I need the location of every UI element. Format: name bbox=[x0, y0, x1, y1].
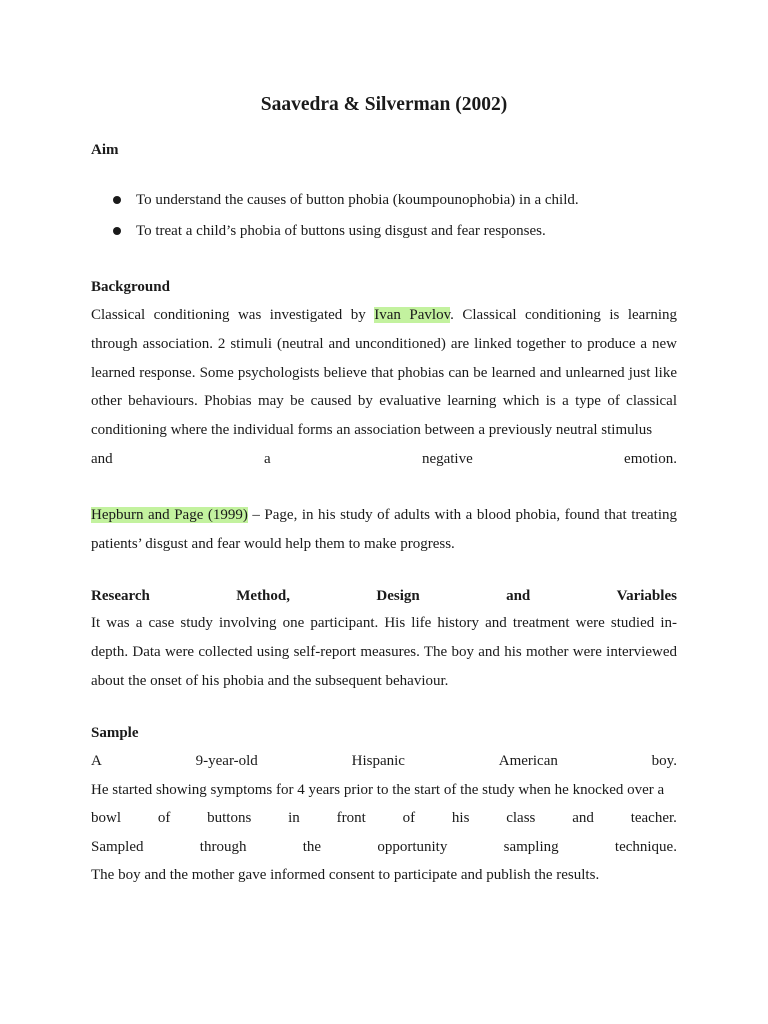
word: 9-year-old bbox=[195, 753, 258, 769]
background-last-line bbox=[91, 449, 677, 469]
word: bowl bbox=[91, 810, 121, 826]
word: boy. bbox=[651, 753, 677, 769]
word: of bbox=[157, 810, 171, 826]
document-title: Saavedra & Silverman (2002) bbox=[260, 94, 508, 115]
word: American bbox=[498, 753, 558, 769]
hepburn-paragraph bbox=[91, 501, 677, 559]
sample-line-5: The boy and the mother gave informed consent to participate and publish the results. bbox=[91, 867, 600, 883]
word: buttons bbox=[207, 810, 252, 826]
background-paragraph bbox=[91, 301, 677, 445]
background-heading: Background bbox=[91, 279, 170, 295]
sample-line-1 bbox=[91, 751, 677, 771]
bullet-icon bbox=[113, 227, 121, 235]
word: sampling bbox=[503, 839, 559, 855]
word: A bbox=[91, 753, 102, 769]
word: front bbox=[336, 810, 366, 826]
sample-heading: Sample bbox=[91, 725, 139, 741]
aim-heading: Aim bbox=[91, 142, 119, 158]
bullet-icon bbox=[113, 196, 121, 204]
word: and bbox=[91, 451, 113, 467]
aim-list-item bbox=[91, 190, 677, 210]
word: teacher. bbox=[630, 810, 677, 826]
aim-list bbox=[91, 190, 677, 252]
word: negative bbox=[421, 451, 473, 467]
word: and bbox=[572, 810, 594, 826]
word: in bbox=[288, 810, 300, 826]
sample-line-4 bbox=[91, 837, 677, 857]
background-text-start: Classical conditioning was investigated by bbox=[91, 307, 375, 323]
research-heading bbox=[91, 586, 677, 606]
word: Variables bbox=[616, 588, 677, 604]
word: Design bbox=[376, 588, 420, 604]
word: through bbox=[199, 839, 247, 855]
background-text-rest: . Classical conditioning is learning through association. 2 stimuli (neutral and unconditioned) are linked together to produce a new learned response. Some psychologists believe that phobias can be learned and unlearned just like other behaviours. Phobias may be caused by evaluative learning which is a type of classical conditioning where the individual forms an association between a previously neutral stimulus bbox=[91, 307, 677, 439]
aim-item-text: To understand the causes of button phobia (koumpounophobia) in a child. bbox=[136, 192, 579, 208]
word: Sampled bbox=[91, 839, 144, 855]
word: of bbox=[402, 810, 416, 826]
highlight-ivan-pavlov: Ivan Pavlov bbox=[374, 307, 451, 323]
word: the bbox=[302, 839, 322, 855]
word: opportunity bbox=[377, 839, 448, 855]
word: class bbox=[506, 810, 536, 826]
research-paragraph: It was a case study involving one participant. His life history and treatment were studied in-depth. Data were collected using self-report measures. The boy and his mother were interviewed about the onset of his phobia and the subsequent behaviour. bbox=[91, 615, 677, 689]
aim-list-item bbox=[91, 221, 677, 241]
hepburn-text: – Page, in his study of adults with a blood phobia, found that treating patients’ disgust and fear would help them to make progress. bbox=[91, 507, 678, 552]
word: Method, bbox=[236, 588, 290, 604]
word: Research bbox=[91, 588, 150, 604]
sample-line-3 bbox=[91, 808, 677, 828]
word: emotion. bbox=[624, 451, 677, 467]
word: his bbox=[451, 810, 470, 826]
highlight-hepburn-page: Hepburn and Page (1999) bbox=[91, 507, 248, 523]
aim-item-text: To treat a child’s phobia of buttons using disgust and fear responses. bbox=[136, 223, 546, 239]
word: and bbox=[506, 588, 531, 604]
word: a bbox=[263, 451, 271, 467]
word: technique. bbox=[614, 839, 677, 855]
word: Hispanic bbox=[351, 753, 405, 769]
sample-line-2: He started showing symptoms for 4 years prior to the start of the study when he knocked over a bbox=[91, 782, 665, 798]
